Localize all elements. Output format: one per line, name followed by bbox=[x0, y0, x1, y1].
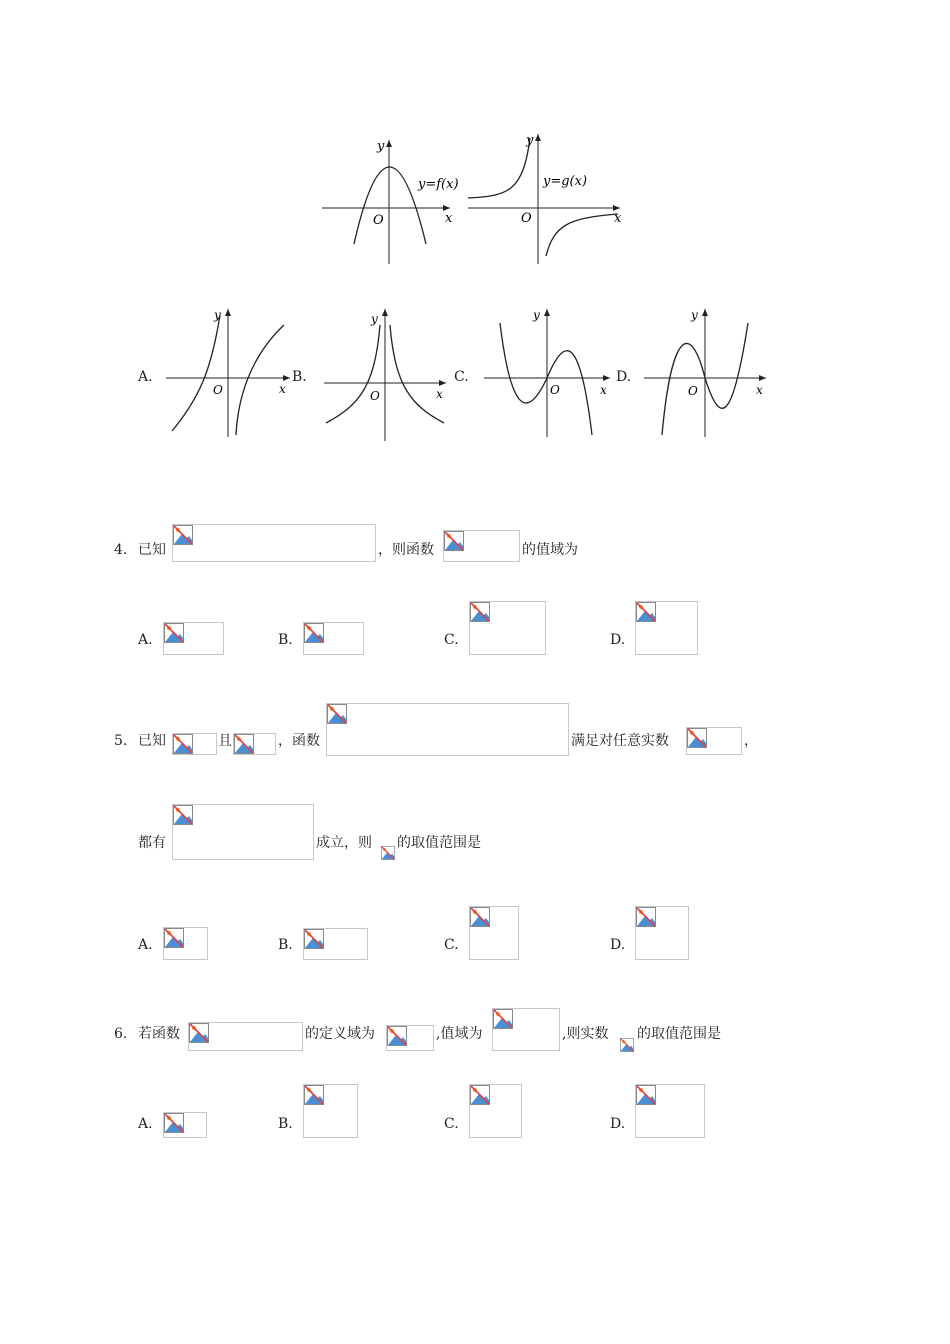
q4-function-image bbox=[443, 530, 520, 562]
q3-option-a-label: A. bbox=[138, 369, 153, 385]
q6-text-range: ,值域为 bbox=[436, 1026, 483, 1042]
broken-image-icon bbox=[470, 602, 490, 622]
q6-option-d-image bbox=[635, 1084, 705, 1138]
broken-image-icon bbox=[304, 1085, 324, 1105]
q3-option-b-graph bbox=[320, 305, 450, 445]
q6-option-a-label: A. bbox=[138, 1116, 153, 1132]
axis-y-label: y bbox=[691, 308, 698, 322]
broken-image-icon bbox=[304, 929, 324, 949]
broken-image-icon bbox=[327, 704, 347, 724]
q5-variable-image bbox=[381, 846, 395, 860]
axis-y-label: y bbox=[377, 139, 385, 154]
axis-y-label: y bbox=[526, 133, 534, 148]
q3-option-d-graph bbox=[640, 305, 770, 440]
q4-option-d-image bbox=[635, 601, 698, 655]
q6-variable-image bbox=[620, 1038, 634, 1052]
function-graphs-figure bbox=[318, 130, 628, 270]
q5-text-range: 的取值范围是 bbox=[397, 835, 481, 851]
q4-option-a-label: A. bbox=[138, 632, 153, 648]
axis-x-label: x bbox=[614, 211, 622, 226]
broken-image-icon bbox=[470, 1085, 490, 1105]
q5-option-d-label: D. bbox=[610, 937, 626, 953]
broken-image-icon bbox=[164, 928, 184, 948]
broken-image-icon bbox=[173, 734, 193, 754]
q6-option-c-image bbox=[469, 1084, 522, 1138]
q5-condition-b-image bbox=[233, 733, 276, 755]
broken-image-icon bbox=[470, 907, 490, 927]
broken-image-icon bbox=[636, 907, 656, 927]
broken-image-icon bbox=[164, 1113, 184, 1133]
origin-label: O bbox=[521, 211, 532, 226]
broken-image-icon bbox=[173, 525, 193, 545]
q6-function-image bbox=[188, 1022, 303, 1051]
axis-x-label: x bbox=[600, 383, 607, 397]
q5-text-function: ，函数 bbox=[278, 733, 320, 749]
g-curve-label: y=g(x) bbox=[543, 174, 588, 189]
q5-option-a-label: A. bbox=[138, 937, 153, 953]
q6-number: 6. bbox=[114, 1026, 128, 1042]
q5-option-d-image bbox=[635, 906, 689, 960]
q5-text-comma: ， bbox=[744, 733, 758, 749]
q4-option-b-label: B. bbox=[278, 632, 293, 648]
q6-option-d-label: D. bbox=[610, 1116, 626, 1132]
axis-y-label: y bbox=[371, 312, 378, 326]
q3-option-d-label: D. bbox=[616, 369, 632, 385]
axis-y-label: y bbox=[533, 308, 540, 322]
q6-domain-image bbox=[386, 1025, 434, 1051]
broken-image-icon bbox=[173, 805, 193, 825]
q5-function-image bbox=[326, 703, 569, 756]
q6-text-value-range: 的取值范围是 bbox=[637, 1026, 721, 1042]
q3-option-a-graph bbox=[162, 305, 292, 440]
q3-option-c-label: C. bbox=[454, 369, 469, 385]
q5-option-b-image bbox=[303, 928, 368, 960]
q4-number: 4. bbox=[114, 542, 128, 558]
q4-text-given: 已知 bbox=[138, 542, 166, 558]
q5-condition-a-image bbox=[172, 733, 217, 755]
q5-option-a-image bbox=[163, 927, 208, 960]
q6-option-b-label: B. bbox=[278, 1116, 293, 1132]
q5-number: 5. bbox=[114, 733, 128, 749]
f-curve-label: y=f(x) bbox=[418, 177, 459, 192]
q4-formula-image bbox=[172, 524, 376, 562]
q6-range-image bbox=[492, 1008, 560, 1051]
axis-x-label: x bbox=[436, 387, 443, 401]
axis-x-label: x bbox=[756, 383, 763, 397]
q5-option-c-image bbox=[469, 906, 519, 960]
q5-option-b-label: B. bbox=[278, 937, 293, 953]
origin-label: O bbox=[688, 384, 698, 398]
broken-image-icon bbox=[636, 1085, 656, 1105]
q5-text-all-have: 都有 bbox=[138, 835, 166, 851]
q6-option-c-label: C. bbox=[444, 1116, 459, 1132]
graph-f bbox=[322, 139, 459, 264]
q4-option-d-label: D. bbox=[610, 632, 626, 648]
q6-option-a-image bbox=[163, 1112, 207, 1138]
broken-image-icon bbox=[636, 602, 656, 622]
q5-option-c-label: C. bbox=[444, 937, 459, 953]
q5-text-given: 已知 bbox=[138, 733, 166, 749]
broken-image-icon bbox=[164, 623, 184, 643]
broken-image-icon bbox=[387, 1026, 407, 1046]
q5-variables-image bbox=[686, 727, 742, 755]
broken-image-icon bbox=[304, 623, 324, 643]
q5-text-and: 且 bbox=[218, 733, 232, 749]
q4-option-a-image bbox=[163, 622, 224, 655]
axis-x-label: x bbox=[445, 211, 453, 226]
origin-label: O bbox=[370, 389, 380, 403]
q4-text-range: 的值域为 bbox=[522, 542, 578, 558]
q6-option-b-image bbox=[303, 1084, 358, 1138]
broken-image-icon bbox=[189, 1023, 209, 1043]
broken-image-icon bbox=[687, 728, 707, 748]
q4-text-then-function: ，则函数 bbox=[378, 542, 434, 558]
q6-text-real-number: ,则实数 bbox=[562, 1026, 609, 1042]
broken-image-icon bbox=[493, 1009, 513, 1029]
q4-option-c-image bbox=[469, 601, 546, 655]
broken-image-icon bbox=[234, 734, 254, 754]
q6-text-domain: 的定义域为 bbox=[305, 1026, 375, 1042]
q6-text-if-function: 若函数 bbox=[138, 1026, 180, 1042]
q5-text-holds: 成立，则 bbox=[316, 835, 372, 851]
origin-label: O bbox=[550, 383, 560, 397]
q4-option-b-image bbox=[303, 622, 364, 655]
q5-text-satisfies: 满足对任意实数 bbox=[571, 733, 669, 749]
broken-image-icon bbox=[444, 531, 464, 551]
graph-g bbox=[468, 133, 622, 264]
q3-option-b-label: B. bbox=[292, 369, 307, 385]
origin-label: O bbox=[213, 383, 223, 397]
q3-option-c-graph bbox=[480, 305, 615, 440]
axis-x-label: x bbox=[279, 382, 286, 396]
axis-y-label: y bbox=[214, 308, 221, 322]
origin-label: O bbox=[373, 213, 384, 228]
q4-option-c-label: C. bbox=[444, 632, 459, 648]
q5-inequality-image bbox=[172, 804, 314, 860]
